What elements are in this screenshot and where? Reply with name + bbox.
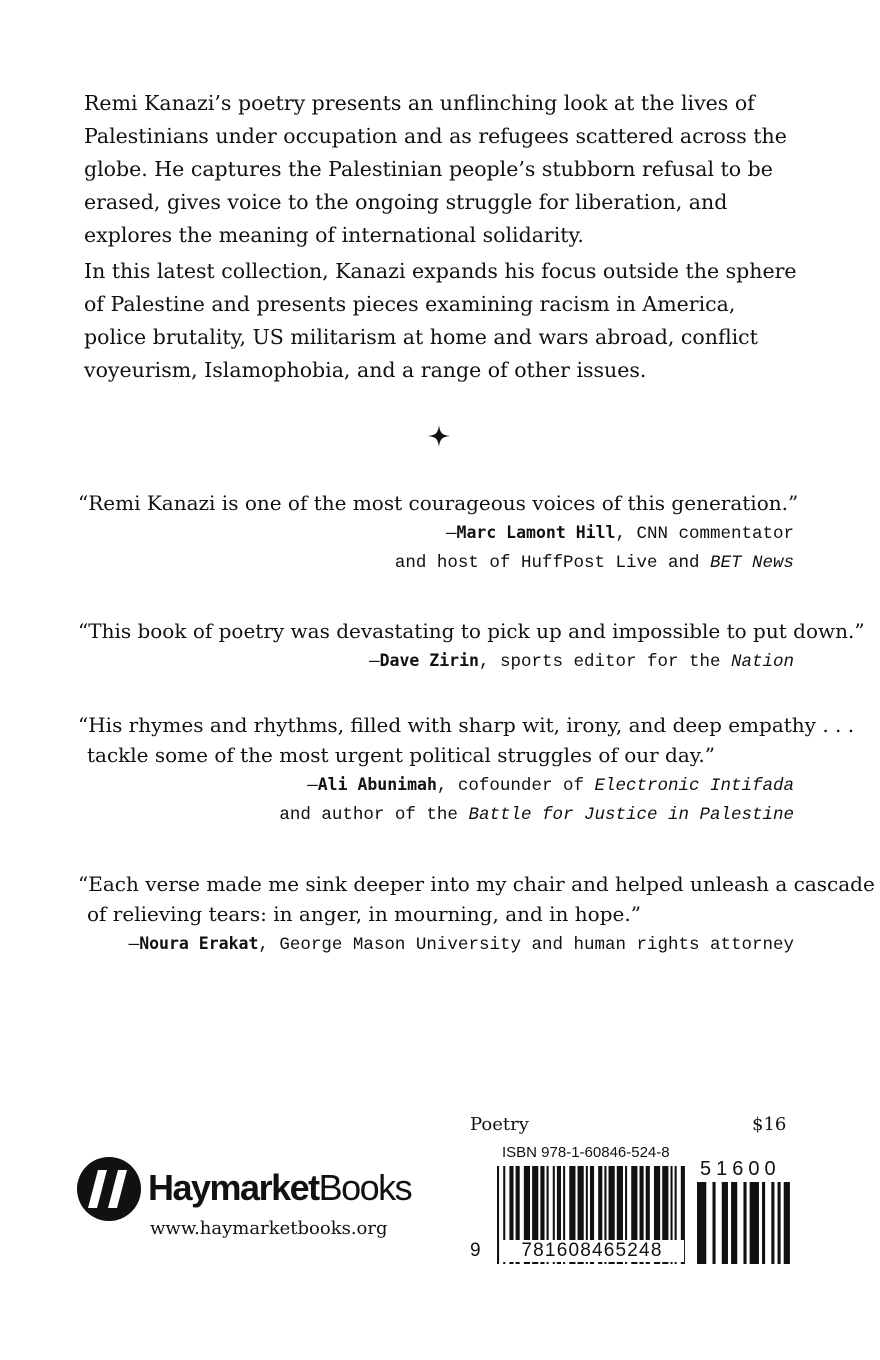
barcode-bar	[497, 1166, 499, 1264]
quote-text: “Each verse made me sink deeper into my chair and helped unleash a cascade	[78, 872, 875, 896]
quote-attribution: —Ali Abunimah, cofounder of Electronic Intifada	[307, 775, 794, 796]
quote-attribution: —Marc Lamont Hill, CNN commentator	[446, 523, 794, 544]
publisher-url: www.haymarketbooks.org	[150, 1218, 388, 1239]
publisher-name: HaymarketBooks	[148, 1167, 412, 1208]
barcode-bar	[697, 1182, 706, 1264]
four-point-star-icon	[427, 424, 451, 448]
barcode-bar	[771, 1182, 774, 1264]
quote-attribution-line-2: and host of HuffPost Live and BET News	[394, 553, 794, 573]
endorsement-quote-2	[78, 616, 865, 677]
ean-first-digit: 9	[470, 1240, 481, 1261]
description-paragraph-2: In this latest collection, Kanazi expands his focus outside the sphere of Palestine and presents pieces examining racism in America, police brutality, US militarism at home and wars abroad, conflict voyeurism, Islamophobia, and a range of other issues.	[84, 259, 797, 382]
barcode-bar	[743, 1182, 746, 1264]
ean-digits: 781608465248	[500, 1240, 684, 1262]
publisher-logo	[76, 1156, 436, 1226]
isbn-label: ISBN 978-1-60846-524-8	[502, 1144, 670, 1161]
barcode-bar	[778, 1182, 781, 1264]
price-addon-barcode	[697, 1182, 793, 1264]
endorser-name: Dave Zirin	[379, 651, 479, 670]
endorser-name: Marc Lamont Hill	[456, 523, 616, 542]
barcode-bar	[722, 1182, 728, 1264]
endorsement-quote-3	[78, 710, 855, 830]
quote-text-line-2: of relieving tears: in anger, in mourning, and in hope.”	[87, 902, 641, 926]
quote-text-line-2: tackle some of the most urgent political struggles of our day.”	[87, 743, 716, 767]
endorsement-quote-4	[78, 869, 875, 960]
quote-attribution: —Dave Zirin, sports editor for the Nation	[369, 651, 794, 672]
quote-attribution-line-2: and author of the Battle for Justice in Palestine	[279, 805, 794, 825]
endorser-name: Noura Erakat	[139, 934, 259, 953]
price-code-digits: 51600	[700, 1158, 781, 1180]
barcode-bar	[784, 1182, 790, 1264]
price-label: $16	[752, 1114, 787, 1135]
quote-text: “This book of poetry was devastating to pick up and impossible to put down.”	[78, 619, 865, 643]
barcode-bar	[762, 1182, 765, 1264]
barcode-bar	[712, 1182, 715, 1264]
quote-text: “His rhymes and rhythms, filled with sharp wit, irony, and deep empathy . . .	[78, 713, 855, 737]
haymarket-h-logo-icon	[76, 1156, 142, 1222]
quote-text: “Remi Kanazi is one of the most courageous voices of this generation.”	[78, 491, 799, 515]
barcode-bar	[731, 1182, 737, 1264]
endorsement-quote-1	[78, 488, 799, 578]
barcode-bar	[750, 1182, 759, 1264]
quote-attribution: —Noura Erakat, George Mason University and human rights attorney	[128, 934, 794, 955]
genre-label: Poetry	[470, 1114, 529, 1135]
description-paragraph-1: Remi Kanazi’s poetry presents an unflinching look at the lives of Palestinians under occupation and as refugees scattered across the globe. He captures the Palestinian people’s stubborn refusal to be erased, gives voice to the ongoing struggle for liberation, and explores the meaning of international solidarity.	[84, 91, 787, 247]
endorser-name: Ali Abunimah	[317, 775, 437, 794]
